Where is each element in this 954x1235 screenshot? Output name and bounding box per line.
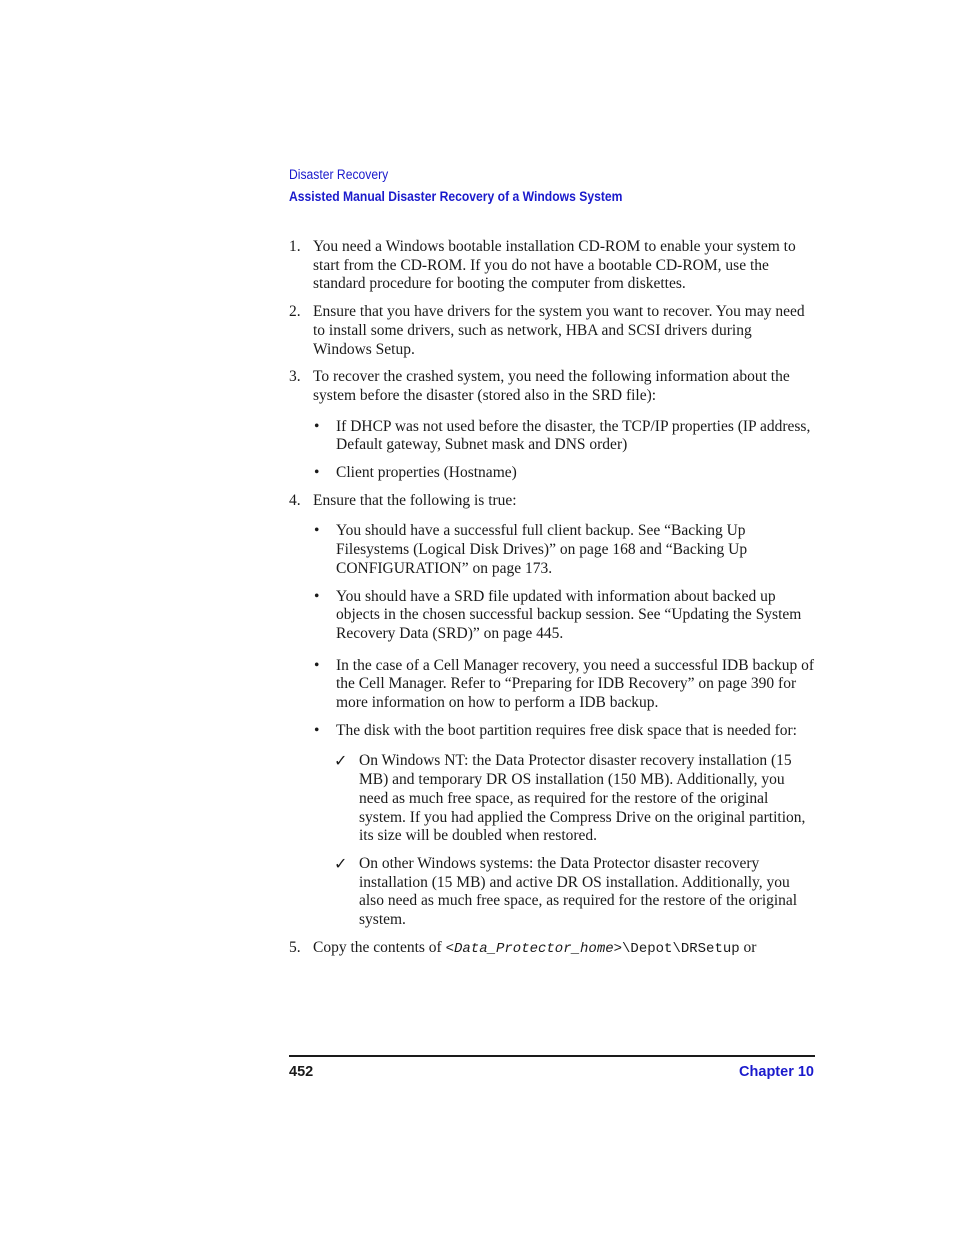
step-3	[289, 368, 814, 483]
bullet-icon: •	[314, 656, 320, 674]
step-number: 3.	[289, 368, 301, 386]
step-text-suffix: or	[739, 938, 757, 956]
step-number: 1.	[289, 238, 301, 255]
bullet-icon: •	[314, 721, 320, 739]
list-item	[313, 657, 814, 713]
check-text: On other Windows systems: the Data Protector disaster recovery installation (15 MB) and active DR OS installation. Additionally, you also need as much free space, as required for the restore of the original system.	[359, 854, 798, 929]
bullet-icon: •	[314, 464, 320, 482]
checkmark-icon: ✓	[334, 853, 348, 873]
list-item	[336, 752, 814, 846]
list-item	[313, 722, 814, 930]
step-number: 2.	[289, 303, 301, 321]
step-1	[289, 238, 814, 294]
step-text-prefix: Copy the contents of	[313, 938, 446, 956]
step-text: Ensure that the following is true:	[313, 491, 517, 509]
document-body	[289, 238, 814, 968]
bullet-icon: •	[314, 522, 320, 540]
code-path: \Depot\DRSetup	[622, 940, 740, 957]
bullet-text: You should have a successful full client backup. See “Backing Up Filesystems (Logical Disk Drives)” on page 168 and “Backing Up CONFIGURATION” on page 173.	[336, 522, 748, 577]
step-4	[289, 492, 814, 930]
list-item	[313, 464, 814, 483]
bullet-icon: •	[314, 587, 320, 605]
step-text: Ensure that you have drivers for the system you want to recover. You may need to install some drivers, such as network, HBA and SCSI drivers during Windows Setup.	[313, 303, 805, 358]
footer-rule	[289, 1055, 815, 1057]
bullet-text: You should have a SRD file updated with information about backed up objects in the chosen successful backup session. See “Updating the System Recovery Data (SRD)” on page 445.	[336, 587, 802, 642]
bullet-text: If DHCP was not used before the disaster, the TCP/IP properties (IP address, Default gateway, Subnet mask and DNS order)	[336, 417, 811, 454]
step-text: You need a Windows bootable installation CD-ROM to enable your system to start from the CD-ROM. If you do not have a bootable CD-ROM, use the standard procedure for booting the computer from diskettes.	[313, 238, 796, 293]
check-list	[336, 752, 814, 929]
bullet-text: Client properties (Hostname)	[336, 464, 517, 482]
step-text: To recover the crashed system, you need the following information about the system before the disaster (stored also in the SRD file):	[313, 368, 790, 404]
bullet-list	[313, 522, 814, 929]
step-number: 4.	[289, 491, 301, 509]
list-item	[313, 588, 814, 644]
code-placeholder: <Data_Protector_home>	[445, 940, 623, 957]
list-item	[313, 418, 814, 455]
bullet-icon: •	[314, 417, 320, 435]
chapter-label: Chapter 10	[739, 1064, 814, 1080]
list-item	[336, 855, 814, 930]
bullet-text: In the case of a Cell Manager recovery, you need a successful IDB backup of the Cell Manager. Refer to “Preparing for IDB Recovery” on page 390 for more information on how to perform a IDB backup.	[336, 656, 815, 712]
subsection-title: Assisted Manual Disaster Recovery of a Windows System	[289, 189, 623, 204]
section-title: Disaster Recovery	[289, 167, 389, 182]
step-number: 5.	[289, 938, 301, 956]
bullet-text: The disk with the boot partition requires free disk space that is needed for:	[336, 721, 797, 739]
step-5	[289, 939, 814, 959]
list-item	[313, 522, 814, 578]
running-header	[289, 166, 660, 206]
page-number: 452	[289, 1064, 314, 1080]
step-text	[313, 939, 814, 959]
check-text: On Windows NT: the Data Protector disaster recovery installation (15 MB) and temporary DR OS installation (150 MB). Additionally, you need as much free space, as required for the restore of the original system. If you had applied the Compress Drive on the original partition, its size will be doubled when restored.	[359, 752, 806, 845]
bullet-list	[313, 418, 814, 483]
step-2	[289, 303, 814, 359]
checkmark-icon: ✓	[334, 751, 348, 771]
